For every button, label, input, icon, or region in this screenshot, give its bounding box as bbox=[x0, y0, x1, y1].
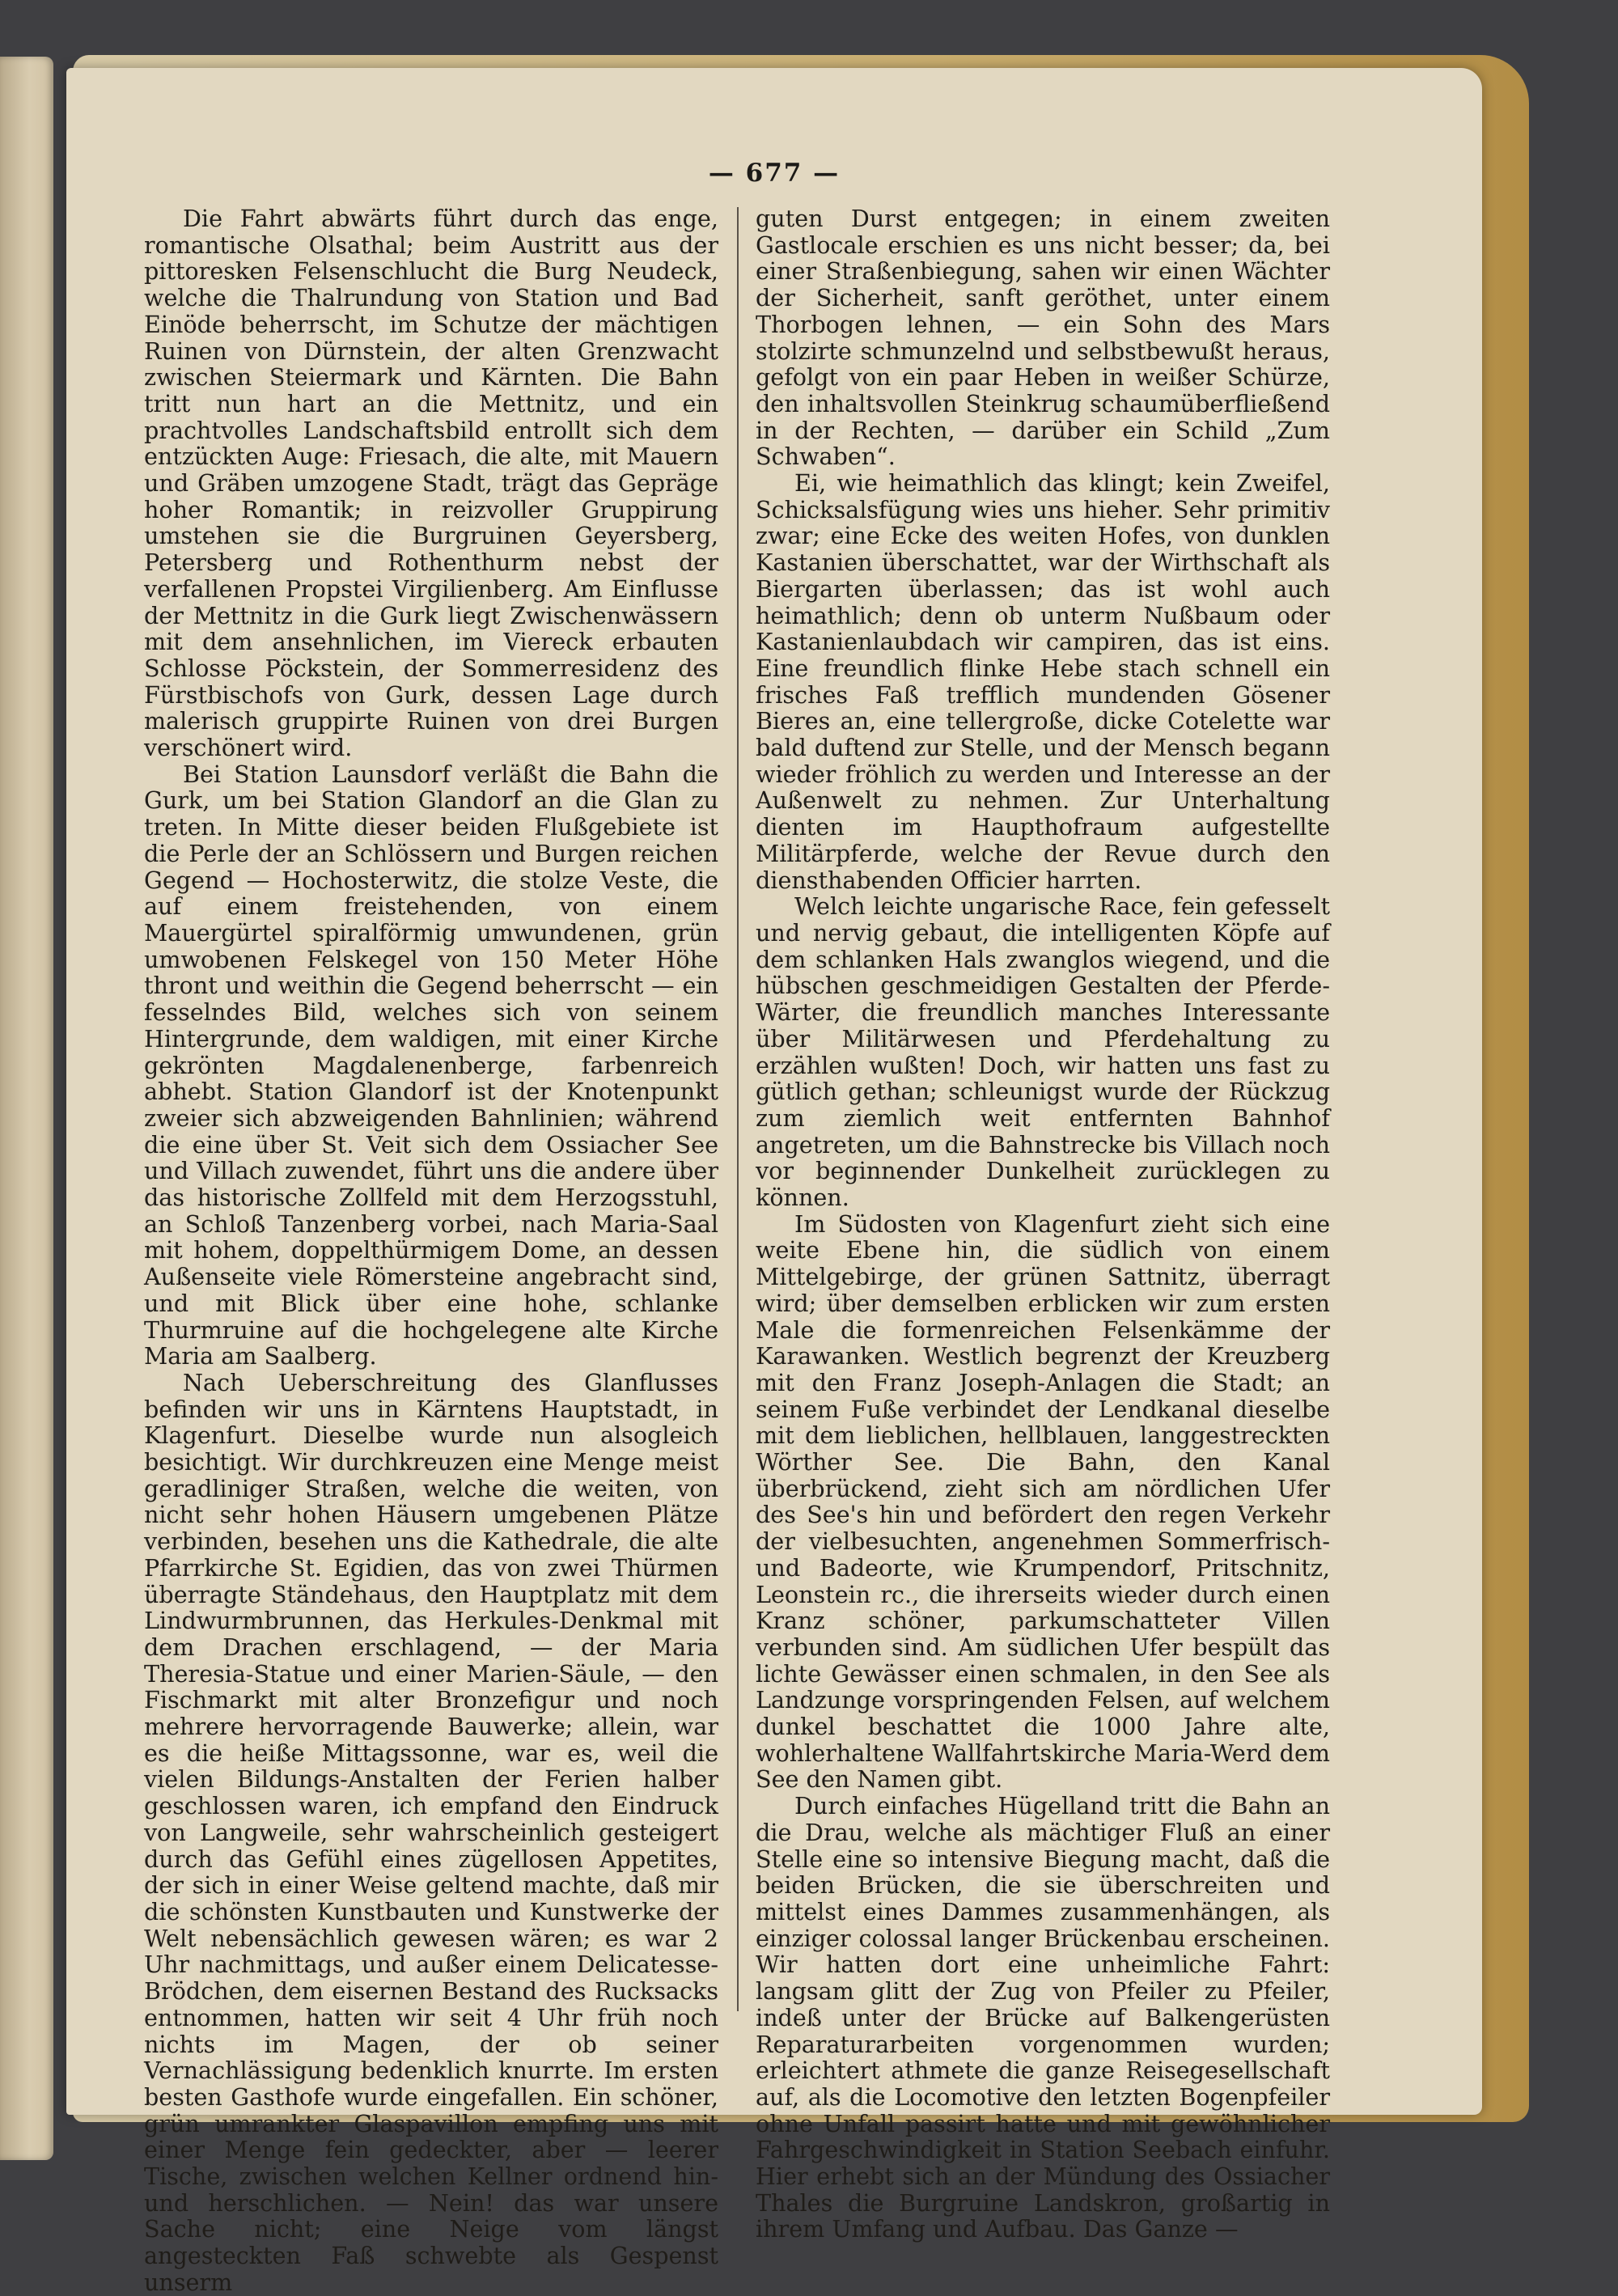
facing-page-edge bbox=[0, 57, 53, 2160]
paragraph: Ei, wie heimathlich das klingt; kein Zweifel, Schicksalsfügung wies uns hieher. Sehr primitiv zwar; eine Ecke des weiten Hofes, von dunklen Kastanien überschattet, war der Wirthschaft als Biergarten überlassen; das ist wohl auch heimathlich; denn ob unterm Nußbaum oder Kastanienlaubdach wir campiren, das ist eins. Eine freundlich flinke Hebe stach schnell ein frisches Faß trefflich mundenden Gösener Bieres an, eine tellergroße, dicke Cotelette war bald duftend zur Stelle, und der Mensch begann wieder fröhlich zu werden und Interesse an der Außenwelt zu nehmen. Zur Unterhaltung dienten im Haupthofraum aufgestellte Militärpferde, welche der Revue durch den diensthabenden Officier harrten. bbox=[756, 469, 1330, 894]
paragraph: guten Durst entgegen; in einem zweiten Gastlocale erschien es uns nicht besser; da, bei einer Straßenbiegung, sahen wir einen Wächter der Sicherheit, sanft geröthet, unter einem Thorbogen lehnen, — ein Sohn des Mars stolzirte schmunzelnd und selbstbewußt heraus, gefolgt von ein paar Heben in weißer Schürze, den inhaltsvollen Steinkrug schaumüberfließend in der Rechten, — darüber ein Schild „Zum Schwaben“. bbox=[756, 205, 1330, 471]
paragraph: Im Südosten von Klagenfurt zieht sich eine weite Ebene hin, die südlich von einem Mittelgebirge, der grünen Sattnitz, überragt wird; über demselben erblicken wir zum ersten Male die formenreichen Felsenkämme der Karawanken. Westlich begrenzt der Kreuzberg mit den Franz Joseph-Anlagen die Stadt; an seinem Fuße verbindet der Lendkanal dieselbe mit dem lieblichen, hellblauen, langgestreckten Wörther See. Die Bahn, den Kanal überbrückend, zieht sich am nördlichen Ufer des See's hin und befördert den regen Verkehr der vielbesuchten, angenehmen Sommerfrisch- und Badeorte, wie Krumpendorf, Pritschnitz, Leonstein rc., die ihrerseits wieder durch einen Kranz schöner, parkumschatteter Villen verbunden sind. Am südlichen Ufer bespült das lichte Gewässer einen schmalen, in den See als Landzunge vorspringenden Felsen, auf welchem dunkel beschattet die 1000 Jahre alte, wohlerhaltene Wallfahrtskirche Maria-Werd dem See den Namen gibt. bbox=[756, 1209, 1330, 1794]
right-column bbox=[756, 205, 1330, 2243]
page-number: — 677 — bbox=[708, 159, 841, 188]
paragraph: Bei Station Launsdorf verläßt die Bahn die Gurk, um bei Station Glandorf an die Glan zu treten. In Mitte dieser beiden Flußgebiete ist die Perle der an Schlössern und Burgen reichen Gegend — Hochosterwitz, die stolze Veste, die auf einem freistehenden, von einem Mauergürtel spiralförmig umwundenen, grün umwobenen Felskegel von 150 Meter Höhe thront und weithin die Gegend beherrscht — ein fesselndes Bild, welches sich von seinem Hintergrunde, dem waldigen, mit einer Kirche gekrönten Magdalenenberge, farbenreich abhebt. Station Glandorf ist der Knotenpunkt zweier sich abzweigenden Bahnlinien; während die eine über St. Veit sich dem Ossiacher See und Villach zuwendet, führt uns die andere über das historische Zollfeld mit dem Herzogsstuhl, an Schloß Tanzenberg vorbei, nach Maria-Saal mit hohem, doppelthürmigem Dome, an dessen Außenseite viele Römersteine angebracht sind, und mit Blick über eine hohe, schlanke Thurmruine auf die hochgelegene alte Kirche Maria am Saalberg. bbox=[144, 760, 718, 1370]
paragraph: Welch leichte ungarische Race, fein gefesselt und nervig gebaut, die intelligenten Köpfe auf dem schlanken Hals zwanglos wiegend, und die hübschen geschmeidigen Gestalten der Pferde-Wärter, die freundlich manches Interessante über Militärwesen und Pferdehaltung zu erzählen wußten! Doch, wir hatten uns fast zu gütlich gethan; schleunigst wurde der Rückzug zum ziemlich weit entfernten Bahnhof angetreten, um die Bahnstrecke bis Villach noch vor beginnender Dunkelheit zurücklegen zu können. bbox=[756, 892, 1330, 1212]
left-column bbox=[144, 205, 718, 2296]
paragraph: Die Fahrt abwärts führt durch das enge, romantische Olsathal; beim Austritt aus der pittoresken Felsenschlucht die Burg Neudeck, welche die Thalrundung von Station und Bad Einöde beherrscht, im Schutze der mächtigen Ruinen von Dürnstein, der alten Grenzwacht zwischen Steiermark und Kärnten. Die Bahn tritt nun hart an die Mettnitz, und ein prachtvolles Landschaftsbild entrollt sich dem entzückten Auge: Friesach, die alte, mit Mauern und Gräben umzogene Stadt, trägt das Gepräge hoher Romantik; in reizvoller Gruppirung umstehen sie die Burgruinen Geyersberg, Petersberg und Rothenthurm nebst der verfallenen Propstei Virgilienberg. Am Einflusse der Mettnitz in die Gurk liegt Zwischenwässern mit dem ansehnlichen, im Viereck erbauten Schlosse Pöckstein, der Sommerresidenz des Fürstbischofs von Gurk, dessen Lage durch malerisch gruppirte Ruinen von drei Burgen verschönert wird. bbox=[144, 205, 718, 762]
column-divider bbox=[737, 207, 739, 2011]
paragraph: Nach Ueberschreitung des Glanflusses befinden wir uns in Kärntens Hauptstadt, in Klagenfurt. Dieselbe wurde nun alsogleich besichtigt. Wir durchkreuzen eine Menge meist geradliniger Straßen, welche die weiten, von nicht sehr hohen Häusern umgebenen Plätze verbinden, besehen uns die Kathedrale, die alte Pfarrkirche St. Egidien, das von zwei Thürmen überragte Ständehaus, den Hauptplatz mit dem Lindwurmbrunnen, das Herkules-Denkmal mit dem Drachen erschlagend, — der Maria Theresia-Statue und einer Marien-Säule, — den Fischmarkt mit alter Bronzefigur und noch mehrere hervorragende Bauwerke; allein, war es die heiße Mittagssonne, war es, weil die vielen Bildungs-Anstalten der Ferien halber geschlossen waren, ich empfand den Eindruck von Langweile, sehr wahrscheinlich gesteigert durch das Gefühl eines zügellosen Appetites, der sich in einer Weise geltend machte, daß mir die schönsten Kunstbauten und Kunstwerke der Welt nebensächlich gewesen wären; es war 2 Uhr nachmittags, und außer einem Delicatesse-Brödchen, dem eisernen Bestand des Rucksacks entnommen, hatten wir seit 4 Uhr früh noch nichts im Magen, der ob seiner Vernachlässigung bedenklich knurrte. Im ersten besten Gasthofe wurde eingefallen. Ein schöner, grün umrankter Glaspavillon empfing uns mit einer Menge fein gedeckter, aber — leerer Tische, zwischen welchen Kellner ordnend hin- und herschlichen. — Nein! das war unsere Sache nicht; eine Neige vom längst angesteckten Faß schwebte als Gespenst unserm bbox=[144, 1368, 718, 2296]
book-page bbox=[66, 68, 1482, 2296]
paragraph: Durch einfaches Hügelland tritt die Bahn an die Drau, welche als mächtiger Fluß an einer Stelle eine so intensive Biegung macht, daß die beiden Brücken, die sie überschreiten und mittelst eines Dammes zusammenhängen, als einziger colossal langer Brückenbau erscheinen. Wir hatten dort eine unheimliche Fahrt: langsam glitt der Zug von Pfeiler zu Pfeiler, indeß unter der Brücke auf Balkengerüsten Reparaturarbeiten vorgenommen wurden; erleichtert athmete die ganze Reisegesellschaft auf, als die Locomotive den letzten Bogenpfeiler ohne Unfall passirt hatte und mit gewöhnlicher Fahrgeschwindigkeit in Station Seebach einfuhr. Hier erhebt sich an der Mündung des Ossiacher Thales die Burgruine Landskron, großartig in ihrem Umfang und Aufbau. Das Ganze — bbox=[756, 1792, 1330, 2243]
